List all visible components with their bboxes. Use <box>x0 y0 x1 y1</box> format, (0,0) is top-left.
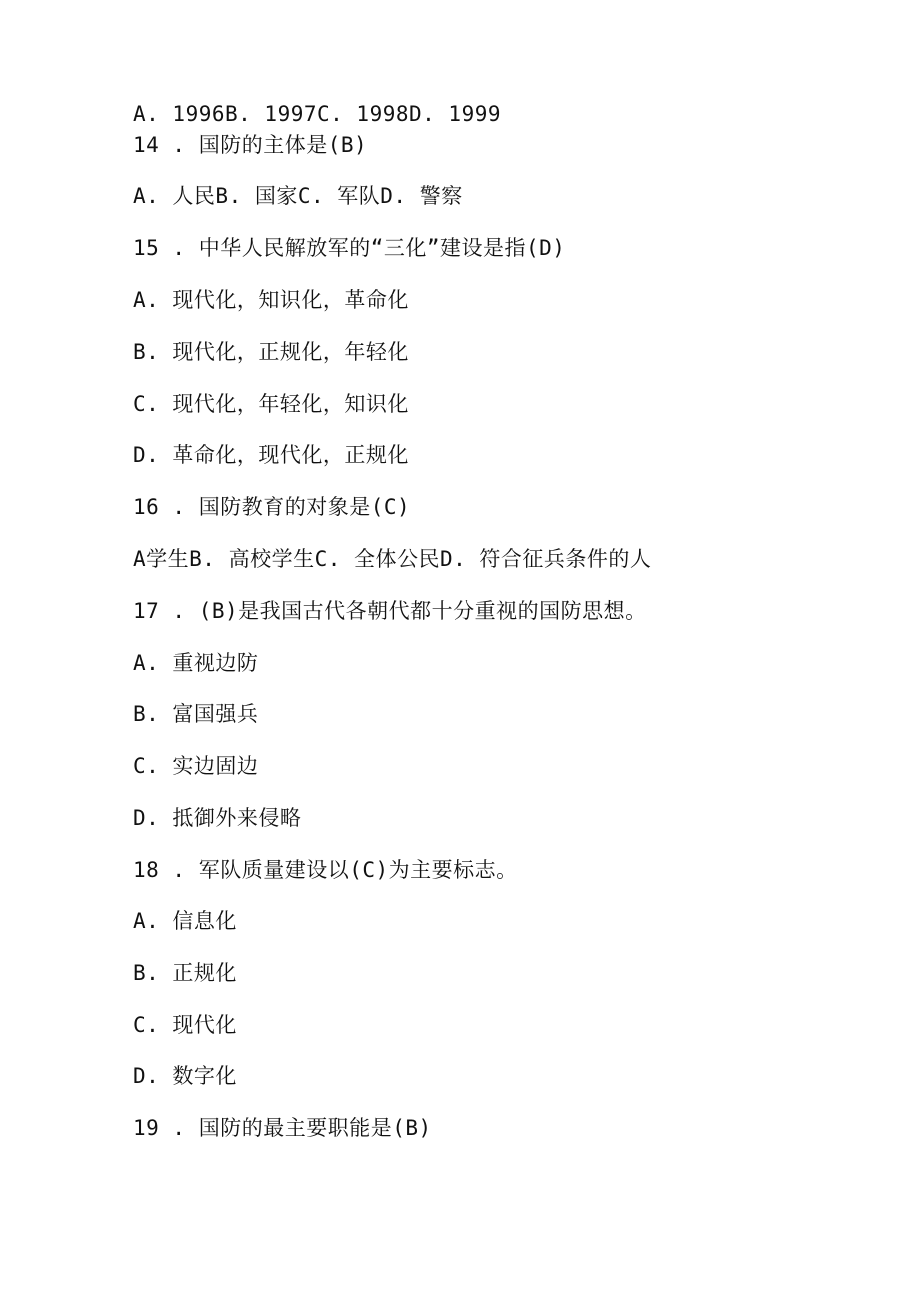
answer-options-q14: A. 人民B. 国家C. 军队D. 警察 <box>133 184 463 208</box>
option-15c: C. 现代化，年轻化，知识化 <box>133 392 409 416</box>
option-15b: B. 现代化，正规化，年轻化 <box>133 340 409 364</box>
question-14: 14 . 国防的主体是(B) <box>133 133 368 157</box>
option-17d: D. 抵御外来侵略 <box>133 806 302 830</box>
question-16: 16 . 国防教育的对象是(C) <box>133 495 411 519</box>
answer-options-q16: A学生B. 高校学生C. 全体公民D. 符合征兵条件的人 <box>133 547 652 571</box>
question-17: 17 . (B)是我国古代各朝代都十分重视的国防思想。 <box>133 599 647 623</box>
question-18: 18 . 军队质量建设以(C)为主要标志。 <box>133 858 518 882</box>
option-18c: C. 现代化 <box>133 1013 237 1037</box>
option-17b: B. 富国强兵 <box>133 702 259 726</box>
option-15d: D. 革命化，现代化，正规化 <box>133 443 409 467</box>
option-15a: A. 现代化，知识化，革命化 <box>133 288 409 312</box>
question-19: 19 . 国防的最主要职能是(B) <box>133 1116 432 1140</box>
option-18b: B. 正规化 <box>133 961 237 985</box>
option-17a: A. 重视边防 <box>133 651 259 675</box>
answer-options-q13: A. 1996B. 1997C. 1998D. 1999 <box>133 102 502 126</box>
option-18a: A. 信息化 <box>133 909 237 933</box>
option-18d: D. 数字化 <box>133 1064 237 1088</box>
question-15: 15 . 中华人民解放军的“三化”建设是指(D) <box>133 236 566 260</box>
option-17c: C. 实边固边 <box>133 754 259 778</box>
